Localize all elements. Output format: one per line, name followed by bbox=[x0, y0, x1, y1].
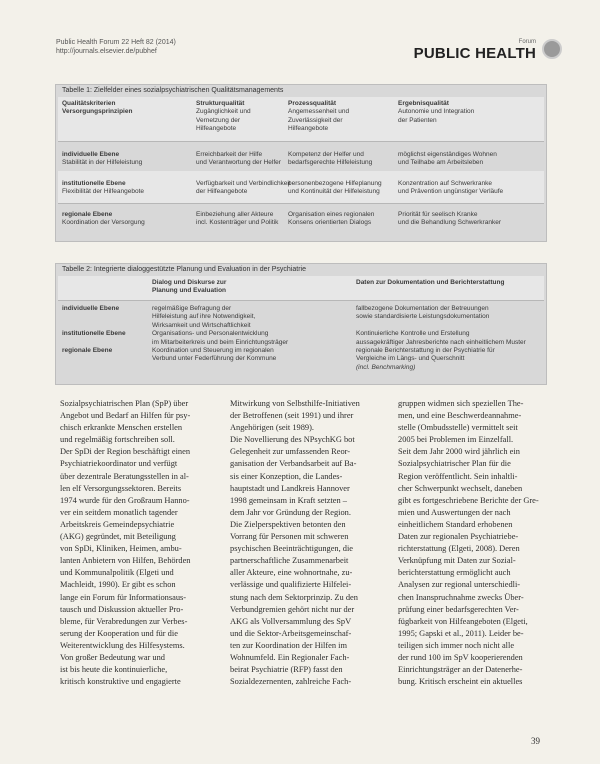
t1-row-1-label-1: Flexibilität der Hilfeangebote bbox=[62, 188, 145, 196]
t2-data-7: (incl. Benchmarking) bbox=[356, 363, 416, 371]
t2-data-4: aussagekräftiger Jahresberichte nach einheitlichem Muster bbox=[356, 338, 526, 346]
t2-label-0: individuelle Ebene bbox=[62, 305, 120, 312]
body-line: sis einer Konzeption, die Landes- bbox=[230, 471, 343, 481]
body-line: einheitlichem Standard erhobenen bbox=[398, 519, 513, 529]
body-line: Mitwirkung von Selbsthilfe-Initiativen bbox=[230, 399, 360, 408]
body-line: 1974 wurde für den Großraum Hanno- bbox=[60, 495, 190, 505]
body-column-2 bbox=[230, 398, 390, 688]
body-line: richterstattung (Elgeti, 2008). Deren bbox=[398, 544, 520, 554]
t1-header-2-2: Zuverlässigkeit der bbox=[288, 116, 343, 124]
body-line: berichterstattung ermöglicht auch bbox=[398, 568, 511, 578]
body-line: kritisch konstruktive und engagierte bbox=[60, 677, 181, 687]
body-line: Daten zur regionalen Psychiatriebe- bbox=[398, 532, 519, 542]
body-line: und regelmäßig fortschreiben soll. bbox=[60, 435, 175, 445]
body-line: mien und Auswertungen der nach bbox=[398, 507, 511, 517]
t1-header-1-2: Vernetzung der bbox=[196, 116, 241, 124]
t1-row-0-label-0: individuelle Ebene bbox=[62, 151, 120, 158]
body-line: prüfung einer bedarfsgerechten Ver- bbox=[398, 604, 519, 614]
body-line: Vorrang für Personen mit schweren bbox=[230, 532, 349, 542]
body-line: Wohnumfeld. Ein Regionaler Fach- bbox=[230, 652, 350, 662]
body-line: stung nach dem Sektorprinzip. Zu den bbox=[230, 592, 358, 602]
t1-row-2-c1-0: Einbeziehung aller Akteure bbox=[196, 211, 274, 218]
body-line: Angehörigen (seit 1989). bbox=[230, 423, 314, 433]
t1-row-0-c1-1: und Verantwortung der Helfer bbox=[196, 159, 281, 167]
body-line: len elf Versorgungssektoren. Bereits bbox=[60, 483, 182, 493]
t1-header-0-0: Qualitätskriterien bbox=[62, 100, 116, 107]
body-line: Verbundgremien gehört nicht nur der bbox=[230, 604, 355, 614]
t1-row-2-label-0: regionale Ebene bbox=[62, 211, 113, 218]
journal-meta-line2: http://journals.elsevier.de/pubhef bbox=[56, 48, 157, 55]
t1-row-1-c3-0: Konzentration auf Schwerkranke bbox=[398, 180, 492, 187]
t1-header-0-1: Versorgungsprinzipien bbox=[62, 108, 133, 116]
body-line: (AKG) gegründet, mit Beteiligung bbox=[60, 532, 176, 542]
t1-row-1-c1-0: Verfügbarkeit und Verbindlichkeit bbox=[196, 180, 291, 187]
body-line: der rund 100 im SpV kooperierenden bbox=[398, 652, 523, 662]
body-line: ten zur Koordination der Hilfen im bbox=[230, 640, 347, 650]
t2-dialog-6: Verbund unter Federführung der Kommune bbox=[152, 355, 277, 363]
body-line: Region veröffentlicht. Sein inhaltli- bbox=[398, 471, 518, 481]
t2-data-3: Kontinuierliche Kontrolle und Erstellung bbox=[356, 330, 470, 338]
t2-data-0: fallbezogene Dokumentation der Betreuungen bbox=[356, 305, 489, 312]
t1-header-2-3: Hilfeangebote bbox=[288, 125, 329, 133]
body-line: Seit dem Jahr 2000 wird jährlich ein bbox=[398, 447, 520, 457]
t1-row-2-c3-1: und die Behandlung Schwerkranker bbox=[398, 219, 501, 227]
body-line: Psychiatriekoordinator und verfügt bbox=[60, 459, 178, 469]
journal-meta bbox=[56, 38, 176, 56]
body-line: 1998 gemeinsam in Kraft setzten – bbox=[230, 495, 347, 505]
t2-label-2: regionale Ebene bbox=[62, 347, 113, 354]
body-column-1 bbox=[60, 398, 220, 688]
journal-meta-line1: Public Health Forum 22 Heft 82 (2014) bbox=[56, 39, 176, 46]
body-line: Analysen zur regional unterschiedli- bbox=[398, 580, 521, 590]
logo-forum: Forum bbox=[518, 39, 536, 45]
body-line: 2005 bei Problemen im Einzelfall. bbox=[398, 435, 514, 445]
t2-colhead-0-0: Dialog und Diskurse zur bbox=[152, 279, 227, 286]
table-1 bbox=[55, 84, 547, 242]
body-line: gibt es fortgeschriebene Berichte der Gre- bbox=[398, 495, 539, 505]
body-line: partnerschaftliche Zusammenarbeit bbox=[230, 556, 349, 566]
t1-row-2-label-1: Koordination der Versorgung bbox=[62, 219, 145, 227]
t1-row-1-label-0: institutionelle Ebene bbox=[62, 180, 126, 187]
t2-colhead-1-0: Daten zur Dokumentation und Berichterstattung bbox=[356, 279, 505, 286]
body-line: Der SpDi der Region beschäftigt einen bbox=[60, 447, 191, 457]
body-line: lanten Anbietern von Hilfen, Behörden bbox=[60, 556, 191, 566]
body-line: und die Sektor-Arbeitsgemeinschaf- bbox=[230, 628, 352, 638]
body-line: ist bis heute die kontinuierliche, bbox=[60, 665, 168, 675]
t1-row-1-c2-1: und Kontinuität der Hilfeleistung bbox=[288, 188, 380, 196]
journal-seal-icon bbox=[542, 39, 562, 59]
t1-row-2-c2-1: Konsens orientierten Dialogs bbox=[288, 219, 372, 227]
t2-dialog-2: Wirksamkeit und Wirtschaftlichkeit bbox=[152, 321, 251, 329]
t2-dialog-1: Hilfeleistung auf ihre Notwendigkeit, bbox=[152, 313, 256, 321]
body-line: serung der Kooperation und für die bbox=[60, 628, 178, 638]
table-2 bbox=[55, 263, 547, 385]
t1-row-1-c1-1: der Hilfeangebote bbox=[196, 188, 248, 196]
t2-data-5: regionale Berichterstattung in der Psychiatrie für bbox=[356, 347, 495, 354]
t1-header-2-1: Angemessenheit und bbox=[288, 108, 350, 116]
t1-row-1-c3-1: und Prävention ungünstiger Verläufe bbox=[398, 188, 504, 196]
t2-dialog-0: regelmäßige Befragung der bbox=[152, 305, 232, 312]
body-line: bleme, für Verabredungen zur Verbes- bbox=[60, 616, 188, 626]
t1-row-0-c3-0: möglichst eigenständiges Wohnen bbox=[398, 151, 497, 158]
body-line: über dezentrale Beratungsstellen in al- bbox=[60, 471, 189, 481]
t2-dialog-3: Organisations- und Personalentwicklung bbox=[152, 330, 269, 338]
t2-label-1: institutionelle Ebene bbox=[62, 330, 126, 337]
table-1-caption: Tabelle 1: Zielfelder eines sozialpsychiatrischen Qualitätsmanagements bbox=[62, 87, 284, 94]
t1-row-2-c3-0: Priorität für seelisch Kranke bbox=[398, 211, 478, 218]
t1-row-2-c1-1: incl. Kostenträger und Politik bbox=[196, 219, 279, 227]
body-line: Die Zielperspektiven betonten den bbox=[230, 519, 346, 529]
table-2-caption: Tabelle 2: Integrierte dialoggestützte Planung und Evaluation in der Psychiatrie bbox=[62, 266, 306, 273]
body-line: men, und eine Beschwerdeannahme- bbox=[398, 411, 522, 421]
page-number: 39 bbox=[531, 736, 540, 746]
body-line: Sozialpsychiatrischer Plan für die bbox=[398, 459, 511, 469]
t1-row-0-c2-0: Kompetenz der Helfer und bbox=[288, 151, 364, 158]
body-line: lange ein Forum für Informationsaus- bbox=[60, 592, 187, 602]
body-line: Arbeitskreis Gemeindepsychiatrie bbox=[60, 519, 175, 529]
body-line: Einrichtungsträger an der Datenerhe- bbox=[398, 665, 523, 675]
body-line: verlässige und qualifizierte Hilfelei- bbox=[230, 580, 352, 590]
t1-header-3-1: Autonomie und Integration bbox=[398, 108, 475, 116]
t1-row-0-c3-1: und Teilhabe am Arbeitsleben bbox=[398, 159, 484, 167]
t1-header-1-0: Strukturqualität bbox=[196, 100, 245, 107]
body-line: gruppen widmen sich speziellen The- bbox=[398, 399, 524, 408]
t1-row-2-c2-0: Organisation eines regionalen bbox=[288, 211, 375, 218]
body-column-3 bbox=[398, 398, 558, 688]
body-line: Sozialdezernenten, zahlreiche Fach- bbox=[230, 677, 352, 687]
body-line: der Betroffenen (seit 1991) und ihrer bbox=[230, 411, 354, 421]
body-line: fügbarkeit von Hilfeangeboten (Elgeti, bbox=[398, 616, 528, 626]
journal-logo bbox=[414, 39, 536, 63]
body-line: AKG als Vollversammlung des SpV bbox=[230, 616, 352, 626]
t1-header-1-1: Zugänglichkeit und bbox=[196, 108, 251, 116]
t1-header-3-0: Ergebnisqualität bbox=[398, 100, 449, 107]
body-line: dem Jahr vor Gründung der Region. bbox=[230, 507, 351, 517]
body-line: Angebot und Bedarf an Hilfen für psy- bbox=[60, 411, 191, 421]
body-line: psychischen Beeinträchtigungen, die bbox=[230, 544, 354, 554]
body-line: Machleidt, 1990). Er gibt es schon bbox=[60, 580, 176, 590]
body-line: Sozialpsychiatrischen Plan (SpP) über bbox=[60, 399, 189, 408]
body-line: Weiterentwicklung des Hilfesystems. bbox=[60, 640, 185, 650]
t1-row-0-c2-1: bedarfsgerechte Hilfeleistung bbox=[288, 159, 373, 167]
t1-row-0-label-1: Stabilität in der Hilfeleistung bbox=[62, 159, 143, 167]
t2-data-6: Vergleiche im Längs- und Querschnitt bbox=[356, 355, 465, 363]
t1-header-2-0: Prozessqualität bbox=[288, 100, 337, 107]
body-line: Die Novellierung des NPsychKG bot bbox=[230, 435, 355, 445]
body-line: ver ein seitdem monatlich tagender bbox=[60, 507, 178, 517]
t2-dialog-5: Koordination und Steuerung im regionalen bbox=[152, 347, 274, 354]
body-line: aller Akteure, eine wohnortnahe, zu- bbox=[230, 568, 353, 578]
body-line: und Kommunalpolitik (Elgeti und bbox=[60, 568, 174, 578]
t2-colhead-0-1: Planung und Evaluation bbox=[152, 287, 227, 295]
body-line: stelle (Ombudsstelle) vermittelt seit bbox=[398, 423, 518, 433]
page-header bbox=[56, 36, 550, 62]
body-line: chisch erkrankte Menschen erstellen bbox=[60, 423, 183, 433]
body-line: Verknüpfung mit Daten zur Sozial- bbox=[398, 556, 516, 566]
body-line: ganisation der Verbandsarbeit auf Ba- bbox=[230, 459, 357, 469]
body-line: Gelegenheit zur umfassenden Reor- bbox=[230, 447, 351, 457]
t1-header-3-2: der Patienten bbox=[398, 116, 437, 124]
t2-data-1: sowie standardisierte Leistungsdokumentation bbox=[356, 313, 490, 321]
t1-row-1-c2-0: personenbezogene Hilfeplanung bbox=[288, 180, 382, 187]
body-line: Von großer Bedeutung war und bbox=[60, 652, 165, 662]
body-line: tausch und Diskussion aktueller Pro- bbox=[60, 604, 184, 614]
body-line: teiligen sich immer noch nicht alle bbox=[398, 640, 515, 650]
body-line: beirat Psychiatrie (RFP) fasst den bbox=[230, 665, 343, 675]
t1-row-0-c1-0: Erreichbarkeit der Hilfe bbox=[196, 151, 263, 158]
body-line: 1995; Gapski et al., 2011). Leider be- bbox=[398, 628, 524, 638]
body-line: chen Inanspruchnahme zwecks Über- bbox=[398, 592, 524, 602]
body-line: von SpDi, Kliniken, Heimen, ambu- bbox=[60, 544, 182, 554]
body-line: cher Schwerpunkt wechselt, daneben bbox=[398, 483, 523, 493]
body-line: hauptstadt und Landkreis Hannover bbox=[230, 483, 350, 493]
logo-title: PUBLIC HEALTH bbox=[413, 45, 536, 62]
body-line: bung. Kritisch erscheint ein aktuelles bbox=[398, 677, 523, 687]
t2-dialog-4: im Mitarbeiterkreis und beim Einrichtungsträger bbox=[152, 338, 289, 346]
t1-header-1-3: Hilfeangebote bbox=[196, 125, 237, 133]
